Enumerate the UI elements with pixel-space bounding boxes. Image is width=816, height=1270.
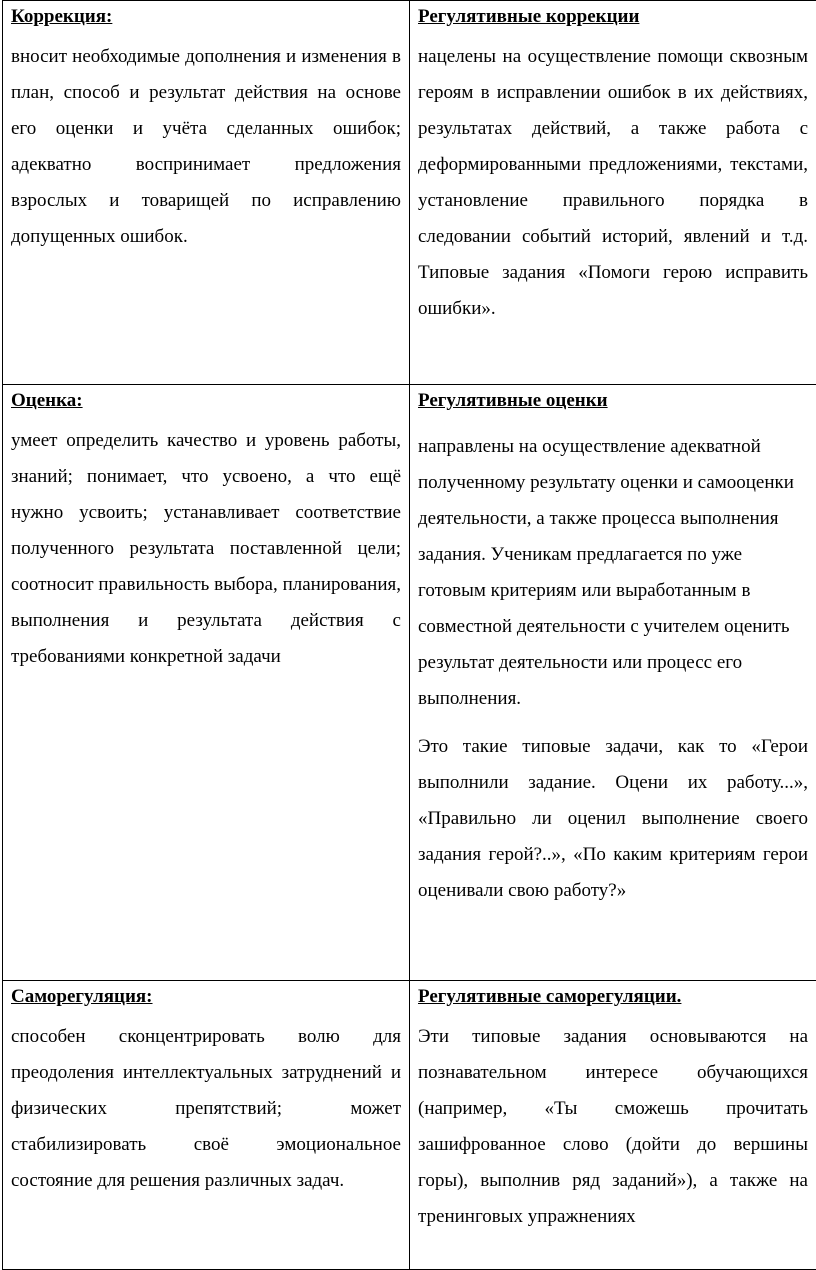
cell-text-regulative-evaluation-examples: Это такие типовые задачи, как то «Герои выполнили задание. Оцени их работу...», «Правильно ли оценил выполнение своего задания герой?..», «По каким критериям герои оценивали свою работу?» bbox=[418, 729, 808, 909]
cell-title-correction: Коррекция: bbox=[11, 3, 401, 31]
cell-text-regulative-self-regulation: Эти типовые задания основываются на познавательном интересе обучающихся (например, «Ты сможешь прочитать зашифрованное слово (дойти до вершины горы), выполнив ряд заданий»), а также на тренинговых упражнениях bbox=[418, 1019, 808, 1235]
cell-title-regulative-correction: Регулятивные коррекции bbox=[418, 3, 808, 31]
cell-text-evaluation: умеет определить качество и уровень работы, знаний; понимает, что усвоено, а что ещё нужно усвоить; устанавливает соответствие полученного результата поставленной цели; соотносит правильность выбора, планирования, выполнения и результата действия с требованиями конкретной задачи bbox=[11, 423, 401, 675]
cell-text-regulative-correction: нацелены на осуществление помощи сквозным героям в исправлении ошибок в их действиях, результатах действий, а также работа с деформированными предложениями, текстами, установление правильного порядка в следовании событий историй, явлений и т.д. Типовые задания «Помоги герою исправить ошибки». bbox=[418, 39, 808, 327]
cell-evaluation-definition bbox=[3, 385, 410, 981]
cell-self-regulation-definition bbox=[3, 981, 410, 1270]
regulatory-actions-table bbox=[2, 0, 816, 1270]
cell-text-correction: вносит необходимые дополнения и изменения в план, способ и результат действия на основе его оценки и учёта сделанных ошибок; адекватно воспринимает предложения взрослых и товарищей по исправлению допущенных ошибок. bbox=[11, 39, 401, 255]
table-row-correction bbox=[3, 1, 816, 385]
cell-text-self-regulation: способен сконцентрировать волю для преодоления интеллектуальных затруднений и физических препятствий; может стабилизировать своё эмоциональное состояние для решения различных задач. bbox=[11, 1019, 401, 1199]
cell-correction-definition bbox=[3, 1, 410, 385]
table-row-evaluation bbox=[3, 385, 816, 981]
cell-text-clip bbox=[418, 1019, 808, 1269]
cell-text-regulative-evaluation: направлены на осуществление адекватной полученному результату оценки и самооценки деятельности, а также процесса выполнения задания. Ученикам предлагается по уже готовым критериям или выработанным в совместной деятельности с учителем оценить результат деятельности или процесс его выполнения. bbox=[418, 429, 808, 717]
table-row-self-regulation bbox=[3, 981, 816, 1270]
cell-evaluation-tasks bbox=[410, 385, 816, 981]
cell-title-evaluation: Оценка: bbox=[11, 387, 401, 415]
cell-correction-tasks bbox=[410, 1, 816, 385]
cell-self-regulation-tasks bbox=[410, 981, 816, 1270]
cell-title-regulative-evaluation: Регулятивные оценки bbox=[418, 387, 808, 415]
cell-title-regulative-self-regulation: Регулятивные саморегуляции. bbox=[418, 983, 808, 1011]
cell-title-self-regulation: Саморегуляция: bbox=[11, 983, 401, 1011]
